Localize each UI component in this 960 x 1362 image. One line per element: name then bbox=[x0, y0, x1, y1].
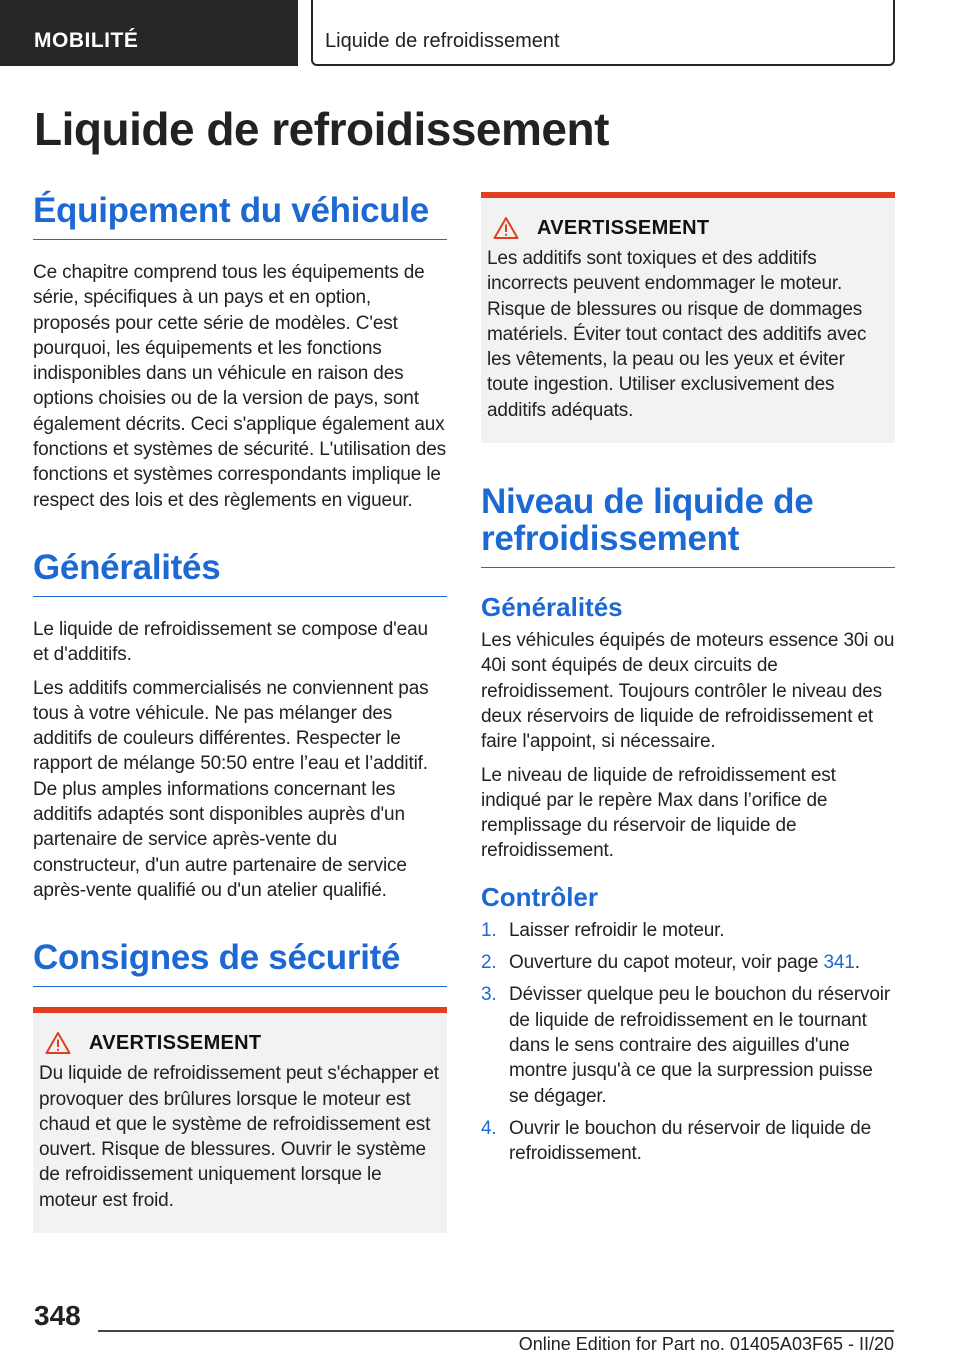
level-paragraph-1: Les véhicules équipés de moteurs essence 30i ou 40i sont équipés de deux circuits de refroidissement. Toujours contrôler le niveau des deux réservoirs de liquide de refroidissement et faire l'appoint, si nécessaire. bbox=[481, 630, 895, 753]
page-title: Liquide de refroidissement bbox=[34, 103, 609, 155]
general-paragraph-1: Le liquide de refroidissement se compose d'eau et d'additifs. bbox=[33, 618, 428, 666]
step-number: 3. bbox=[481, 984, 497, 1006]
warning-triangle-icon bbox=[45, 1031, 71, 1055]
subheading-check: Contrôler bbox=[481, 881, 598, 912]
step-text-wrapper bbox=[509, 950, 860, 975]
equipment-text: Ce chapitre comprend tous les équipements de série, spécifiques à un pays et en option, proposés pour cette série de modèles. C'est pourquoi, les équipements et les fonctions indisponibles dans un véhicule en raison des options choisies ou de la version de pays, sont également décrits. Ceci s'applique également aux fonctions et systèmes de sécurité. L'utilisation des fonctions et systèmes correspondants implique le respect des lois et des règlements en vigueur. bbox=[33, 262, 446, 511]
heading-general: Généralités bbox=[33, 549, 447, 597]
right-column bbox=[481, 192, 895, 1173]
general-paragraph-2: Les additifs commercialisés ne conviennent pas tous à votre véhicule. Ne pas mélanger des additifs de couleurs différentes. Respecter le rapport de mélange 50:50 entre l’eau et l’additif. De plus amples informations concernant les additifs adaptés sont disponibles auprès d'un partenaire de service après-vente du constructeur, d'un autre partenaire de service après-vente qualifié ou d'un atelier qualifié. bbox=[33, 677, 429, 901]
step-text: Laisser refroidir le moteur. bbox=[509, 919, 725, 941]
check-steps-list bbox=[481, 918, 895, 1167]
heading-safety: Consignes de sécurité bbox=[33, 939, 447, 987]
heading-coolant-level: Niveau de liquide de refroidissement bbox=[481, 483, 895, 568]
warning-header bbox=[45, 1031, 439, 1055]
header-chapter-tab: Liquide de refroidissement bbox=[311, 0, 895, 66]
footer-divider bbox=[98, 1330, 894, 1332]
page-number: 348 bbox=[34, 1300, 81, 1331]
footer-edition: Online Edition for Part no. 01405A03F65 - II/20 bbox=[518, 1334, 894, 1354]
step-text: Dévisser quelque peu le bouchon du réservoir de liquide de refroidissement en le tournant dans le sens contraire des aiguilles d'une montre jusqu'à ce que la surpression puisse se dégager. bbox=[509, 984, 891, 1107]
list-item bbox=[481, 982, 895, 1108]
warning-label: AVERTISSEMENT bbox=[89, 1031, 262, 1054]
warning-label: AVERTISSEMENT bbox=[537, 216, 710, 239]
page-link-341[interactable]: 341 bbox=[823, 952, 855, 974]
step-text: Ouvrir le bouchon du réservoir de liquide de refroidissement. bbox=[509, 1117, 871, 1165]
warning-text: Du liquide de refroidissement peut s'échapper et provoquer des brûlures lorsque le moteur est chaud et que le système de refroidissement est ouvert. Risque de blessures. Ouvrir le système de refroidissement uniquement lorsque le moteur est froid. bbox=[39, 1063, 439, 1211]
level-paragraph-2: Le niveau de liquide de refroidissement est indiqué par le repère Max dans l’orifice de remplissage du réservoir de liquide de refroidissement. bbox=[481, 764, 836, 862]
left-column bbox=[33, 192, 447, 1233]
heading-equipment: Équipement du véhicule bbox=[33, 192, 447, 240]
warning-box-burns bbox=[33, 1007, 447, 1233]
list-item bbox=[481, 1116, 895, 1167]
warning-triangle-icon bbox=[493, 216, 519, 240]
warning-header bbox=[493, 216, 887, 240]
step-number: 2. bbox=[481, 952, 497, 974]
warning-box-additives bbox=[481, 192, 895, 443]
list-item bbox=[481, 950, 895, 975]
step-number: 4. bbox=[481, 1117, 497, 1139]
step-number: 1. bbox=[481, 919, 497, 941]
step-text: Ouverture du capot moteur, voir page bbox=[509, 952, 824, 974]
subheading-general: Généralités bbox=[481, 592, 623, 623]
step-text-end: . bbox=[854, 952, 860, 974]
list-item bbox=[481, 918, 895, 943]
warning-text: Les additifs sont toxiques et des additifs incorrects peuvent endommager le moteur. Risque de blessures ou risque de dommages matériels. Éviter tout contact des additifs avec les vêtements, la peau ou les yeux et éviter toute ingestion. Utiliser exclusivement des additifs adéquats. bbox=[487, 248, 867, 421]
header-section-label: MOBILITÉ bbox=[0, 0, 298, 66]
